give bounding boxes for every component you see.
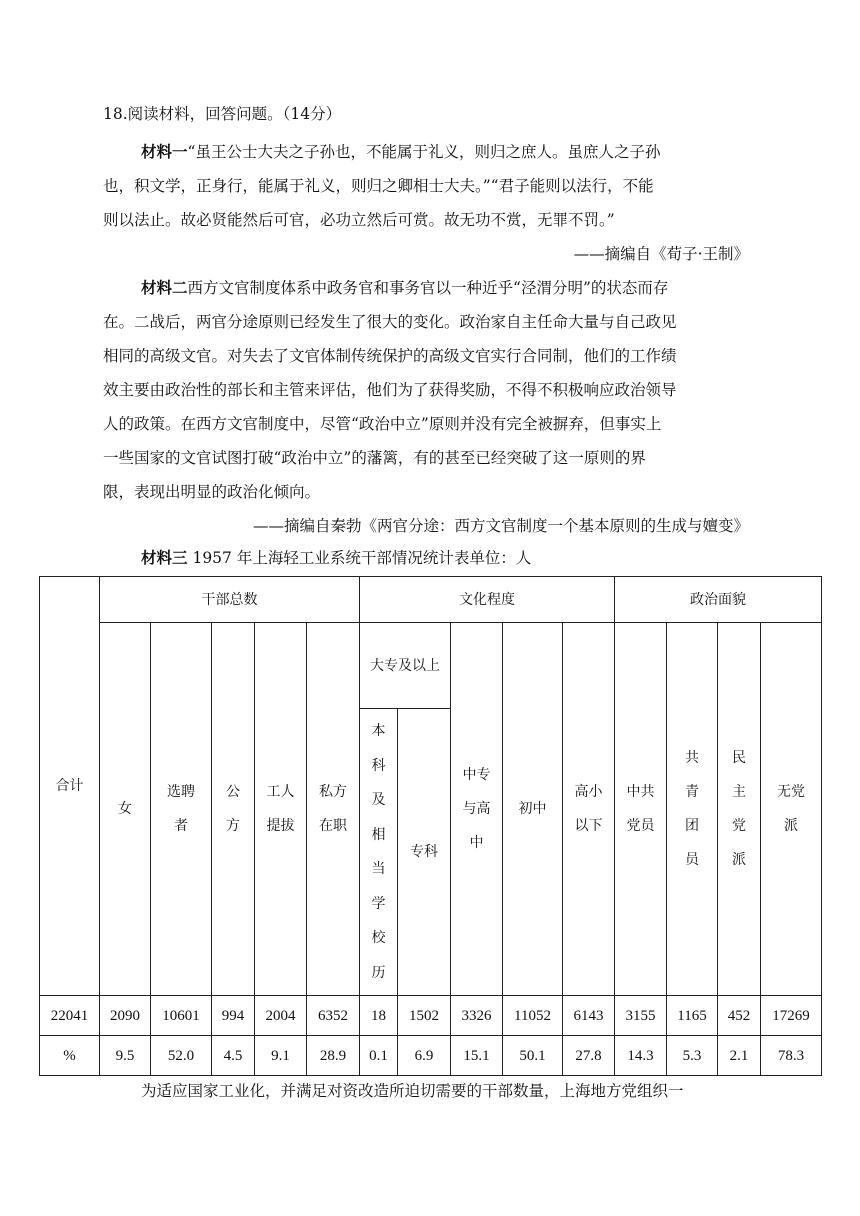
percent-youth-league: 5.3 bbox=[667, 1036, 718, 1076]
material2-text-1: 西方文官制度体系中政务官和事务官以一种近乎“泾渭分明”的状态而存 bbox=[187, 279, 669, 297]
material3-label: 材料三 bbox=[141, 548, 188, 567]
count-bachelor: 18 bbox=[360, 996, 398, 1036]
count-non-party: 17269 bbox=[761, 996, 822, 1036]
percent-label: % bbox=[40, 1036, 100, 1076]
percent-cpc: 14.3 bbox=[615, 1036, 667, 1076]
count-middle: 11052 bbox=[503, 996, 563, 1036]
percent-below-primary: 27.8 bbox=[563, 1036, 615, 1076]
col-bachelor: 本科及相当学校历 bbox=[360, 709, 398, 996]
percent-bachelor: 0.1 bbox=[360, 1036, 398, 1076]
col-cpc: 中共党员 bbox=[615, 623, 667, 996]
col-female: 女 bbox=[100, 623, 151, 996]
col-promoted: 工人提拔 bbox=[255, 623, 307, 996]
material2-line-3: 相同的高级文官。对失去了文官体制传统保护的高级文官实行合同制，他们的工作绩 bbox=[103, 347, 677, 365]
total-header: 合计 bbox=[40, 577, 100, 996]
col-private: 私方在职 bbox=[307, 623, 360, 996]
footer-text: 为适应国家工业化，并满足对资改造所迫切需要的干部数量，上海地方党组织一 bbox=[141, 1082, 684, 1100]
cadre-statistics-table bbox=[39, 576, 822, 1076]
material2-line-2: 在。二战后，两官分途原则已经发生了很大的变化。政治家自主任命大量与自己政见 bbox=[103, 313, 677, 331]
percent-non-party: 78.3 bbox=[761, 1036, 822, 1076]
material2-line-5: 人的政策。在西方文官制度中，尽管“政治中立”原则并没有完全被摒弃，但事实上 bbox=[103, 415, 662, 433]
count-hired: 10601 bbox=[151, 996, 212, 1036]
percent-middle: 50.1 bbox=[503, 1036, 563, 1076]
percent-promoted: 9.1 bbox=[255, 1036, 307, 1076]
material2-line-6: 一些国家的文官试图打破“政治中立”的藩篱，有的甚至已经突破了这一原则的界 bbox=[103, 449, 646, 467]
col-below-primary: 高小以下 bbox=[563, 623, 615, 996]
count-junior-college: 1502 bbox=[398, 996, 451, 1036]
percent-junior-college: 6.9 bbox=[398, 1036, 451, 1076]
count-below-primary: 6143 bbox=[563, 996, 615, 1036]
group-political-header: 政治面貌 bbox=[615, 577, 822, 623]
count-secondary-high: 3326 bbox=[451, 996, 503, 1036]
material1-line-3: 则以法止。故必贤能然后可官，必功立然后可赏。故无功不赏，无罪不罚。” bbox=[103, 211, 615, 229]
col-democratic: 民主党派 bbox=[718, 623, 761, 996]
group-education-header: 文化程度 bbox=[360, 577, 615, 623]
percent-hired: 52.0 bbox=[151, 1036, 212, 1076]
col-hired: 选聘者 bbox=[151, 623, 212, 996]
count-total: 22041 bbox=[40, 996, 100, 1036]
group-cadre-header: 干部总数 bbox=[100, 577, 360, 623]
material3-caption-text: 1957 年上海轻工业系统干部情况统计表单位：人 bbox=[192, 549, 532, 567]
material3-caption bbox=[141, 548, 531, 568]
material2-line-4: 效主要由政治性的部长和主管来评估，他们为了获得奖励，不得不积极响应政治领导 bbox=[103, 381, 677, 399]
material1-line-1 bbox=[141, 142, 660, 162]
percent-public: 4.5 bbox=[212, 1036, 255, 1076]
percent-secondary-high: 15.1 bbox=[451, 1036, 503, 1076]
col-junior-college: 专科 bbox=[398, 709, 451, 996]
material1-text-1: “虽王公士大夫之子孙也，不能属于礼义，则归之庶人。虽庶人之子孙 bbox=[187, 143, 661, 161]
count-democratic: 452 bbox=[718, 996, 761, 1036]
count-public: 994 bbox=[212, 996, 255, 1036]
col-non-party: 无党派 bbox=[761, 623, 822, 996]
col-secondary-high: 中专与高中 bbox=[451, 623, 503, 996]
college-group-header: 大专及以上 bbox=[360, 623, 451, 709]
count-female: 2090 bbox=[100, 996, 151, 1036]
col-youth-league: 共青团员 bbox=[667, 623, 718, 996]
percent-female: 9.5 bbox=[100, 1036, 151, 1076]
material2-line-7: 限，表现出明显的政治化倾向。 bbox=[103, 483, 321, 501]
percent-private: 28.9 bbox=[307, 1036, 360, 1076]
col-middle: 初中 bbox=[503, 623, 563, 996]
count-private: 6352 bbox=[307, 996, 360, 1036]
material2-line-1 bbox=[141, 278, 668, 298]
material1-line-2: 也，积文学，正身行，能属于礼义，则归之卿相士大夫。”“君子能则以法行，不能 bbox=[103, 177, 654, 195]
count-cpc: 3155 bbox=[615, 996, 667, 1036]
material1-label: 材料一 bbox=[141, 142, 188, 161]
percent-democratic: 2.1 bbox=[718, 1036, 761, 1076]
col-public: 公方 bbox=[212, 623, 255, 996]
material1-source: ——摘编自《荀子·王制》 bbox=[573, 245, 749, 263]
count-youth-league: 1165 bbox=[667, 996, 718, 1036]
count-promoted: 2004 bbox=[255, 996, 307, 1036]
material2-label: 材料二 bbox=[141, 278, 188, 297]
question-title: 18.阅读材料，回答问题。（14分） bbox=[103, 105, 342, 123]
material2-source: ——摘编自秦勃《两官分途：西方文官制度一个基本原则的生成与嬗变》 bbox=[252, 517, 749, 535]
